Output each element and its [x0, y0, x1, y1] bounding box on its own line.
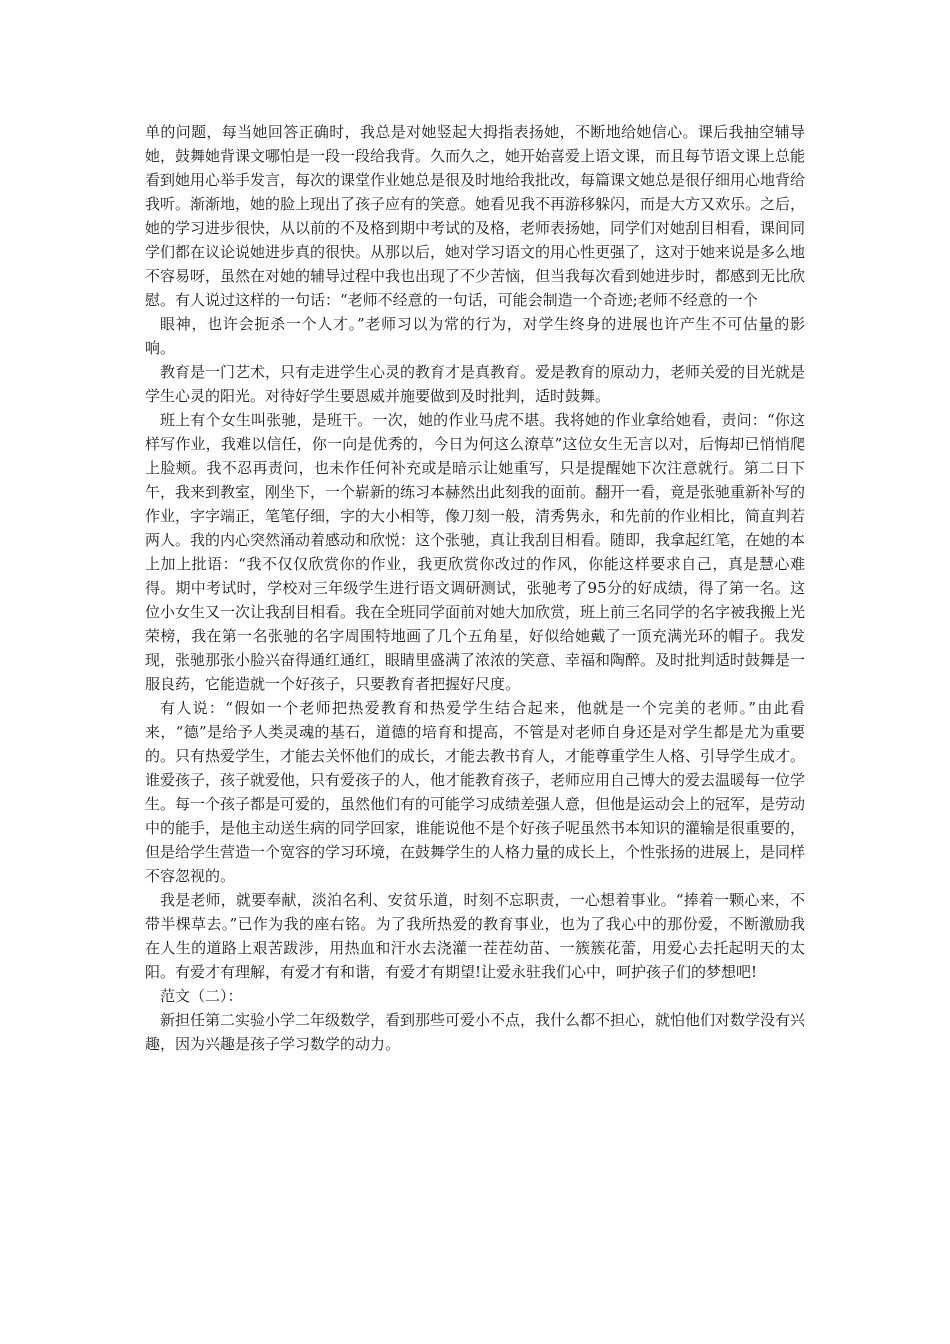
paragraph-2: 眼神，也许会扼杀一个人才。”老师习以为常的行为，对学生终身的进展也许产生不可估量的影响。 — [145, 315, 805, 357]
paragraph-1: 单的问题，每当她回答正确时，我总是对她竖起大拇指表扬她，不断地给她信心。课后我抽空辅导她，鼓舞她背课文哪怕是一段一段给我背。久而久之，她开始喜爱上语文课，而且每节语文课上总能看到她用心举手发言，每次的课堂作业她总是很及时地给我批改，每篇课文她总是很仔细用心地背给我听。渐渐地，她的脸上现出了孩子应有的笑意。她看见我不再游移躲闪，而是大方又欢乐。之后，她的学习进步很快，从以前的不及格到期中考试的及格，老师表扬她，同学们对她刮目相看，课间同学们都在议论说她进步真的很快。从那以后，她对学习语文的用心性更强了，这对于她来说是多么地不容易呀，虽然在对她的辅导过程中我也出现了不少苦恼，但当我每次看到她进步时，都感到无比欣慰。有人说过这样的一句话：“老师不经意的一句话，可能会制造一个奇迹;老师不经意的一个 — [145, 123, 806, 309]
paragraph-7: 新担任第二实验小学二年级数学，看到那些可爱小不点，我什么都不担心，就怕他们对数学没有兴趣，因为兴趣是孩子学习数学的动力。 — [145, 1011, 806, 1053]
section-heading: 范文（二）： — [160, 987, 243, 1005]
document-body — [145, 120, 805, 1056]
paragraph-3: 教育是一门艺术，只有走进学生心灵的教育才是真教育。爱是教育的原动力，老师关爱的目光就是学生心灵的阳光。对待好学生要恩威并施要做到及时批判，适时鼓舞。 — [145, 363, 806, 405]
paragraph-5: 有人说：“假如一个老师把热爱教育和热爱学生结合起来，他就是一个完美的老师。”由此看来，“德”是给予人类灵魂的基石，道德的培育和提高，不管是对老师自身还是对学生都是尤为重要的。只有热爱学生，才能去关怀他们的成长，才能去教书育人，才能尊重学生人格、引导学生成才。谁爱孩子，孩子就爱他，只有爱孩子的人，他才能教育孩子，老师应用自己博大的爱去温暖每一位学生。每一个孩子都是可爱的，虽然他们有的可能学习成绩差强人意，但他是运动会上的冠军，是劳动中的能手，是他主动送生病的同学回家，谁能说他不是个好孩子呢虽然书本知识的灌输是很重要的，但是给学生营造一个宽容的学习环境，在鼓舞学生的人格力量的成长上，个性张扬的进展上，是同样不容忽视的。 — [145, 699, 806, 885]
paragraph-6: 我是老师，就要奉献，淡泊名利、安贫乐道，时刻不忘职责，一心想着事业。“捧着一颗心来，不带半棵草去。”已作为我的座右铭。为了我所热爱的教育事业，也为了我心中的那份爱，不断激励我在人生的道路上艰苦跋涉，用热血和汗水去浇灌一茬茬幼苗、一簇簇花蕾，用爱心去托起明天的太阳。有爱才有理解，有爱才有和谐，有爱才有期望!让爱永驻我们心中，呵护孩子们的梦想吧! — [145, 891, 805, 981]
paragraph-4: 班上有个女生叫张驰，是班干。一次，她的作业马虎不堪。我将她的作业拿给她看，责问：“你这样写作业，我难以信任，你一向是优秀的，今日为何这么潦草”这位女生无言以对，后悔却已悄悄爬上脸颊。我不忍再责问，也未作任何补充或是暗示让她重写，只是提醒她下次注意就行。第二日下午，我来到教室，刚坐下，一个崭新的练习本赫然出此刻我的面前。翻开一看，竟是张驰重新补写的作业，字字端正，笔笔仔细，字的大小相等，像刀刻一般，清秀隽永，和先前的作业相比，简直判若两人。我的内心突然涌动着感动和欣悦：这个张驰，真让我刮目相看。随即，我拿起红笔，在她的本上加上批语：“我不仅仅欣赏你的作业，我更欣赏你改过的作风，你能这样要求自己，真是慧心难得。期中考试时，学校对三年级学生进行语文调研测试，张驰考了95分的好成绩，得了第一名。这位小女生又一次让我刮目相看。我在全班同学面前对她大加欣赏，班上前三名同学的名字被我搬上光荣榜，我在第一名张驰的名字周围特地画了几个五角星，好似给她戴了一顶充满光环的帽子。我发现，张驰那张小脸兴奋得通红通红，眼睛里盛满了浓浓的笑意、幸福和陶醉。及时批判适时鼓舞是一服良药，它能造就一个好孩子，只要教育者把握好尺度。 — [145, 411, 806, 693]
